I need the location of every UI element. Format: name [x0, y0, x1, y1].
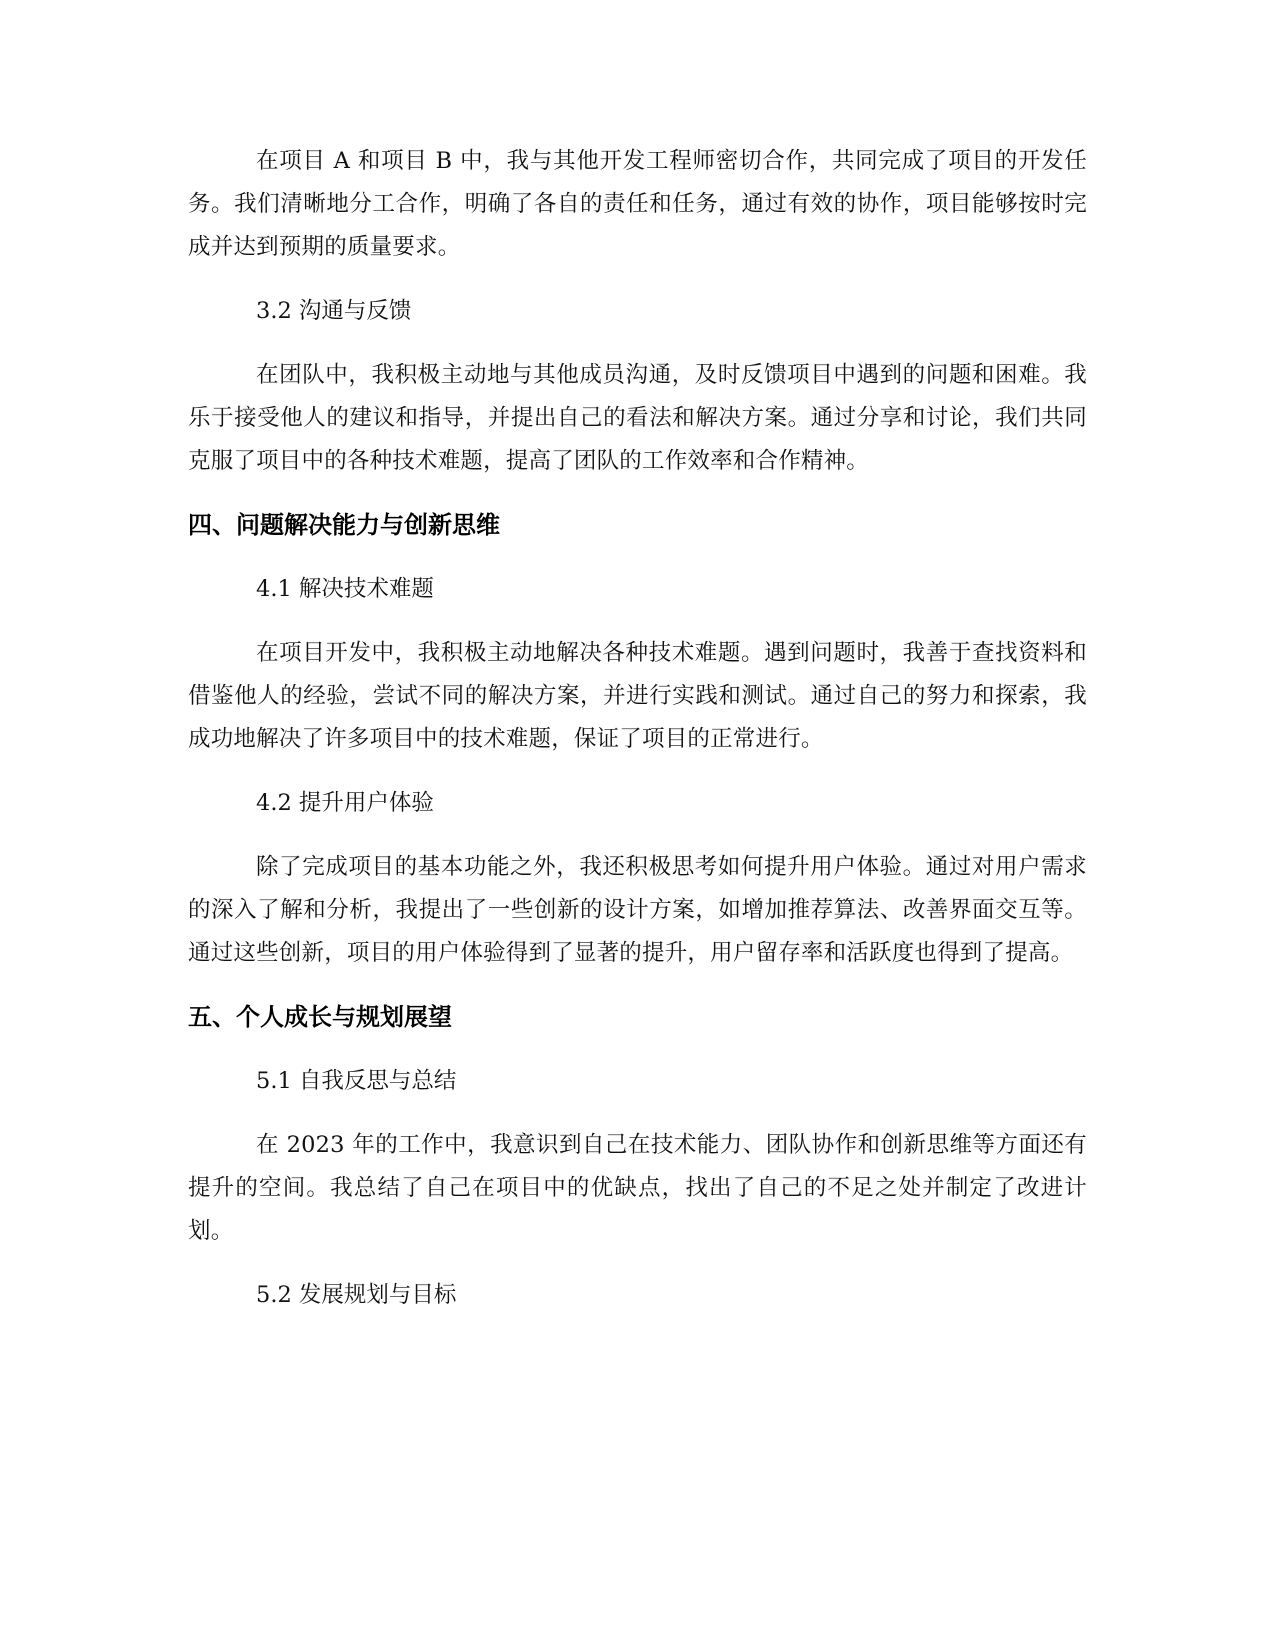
- subheading-technical-challenges: 4.1 解决技术难题: [256, 576, 434, 602]
- paragraph-collaboration: 在项目 A 和项目 B 中，我与其他开发工程师密切合作，共同完成了项目的开发任务。我们清晰地分工合作，明确了各自的责任和任务，通过有效的协作，项目能够按时完成并达到预期的质量要求。: [188, 148, 1087, 260]
- paragraph-communication: 在团队中，我积极主动地与其他成员沟通，及时反馈项目中遇到的问题和困难。我乐于接受他人的建议和指导，并提出自己的看法和解决方案。通过分享和讨论，我们共同克服了项目中的各种技术难题，提高了团队的工作效率和合作精神。: [188, 362, 1087, 474]
- section-heading-problem-solving: 四、问题解决能力与创新思维: [188, 511, 500, 539]
- paragraph-technical-challenges: 在项目开发中，我积极主动地解决各种技术难题。遇到问题时，我善于查找资料和借鉴他人的经验，尝试不同的解决方案，并进行实践和测试。通过自己的努力和探索，我成功地解决了许多项目中的技术难题，保证了项目的正常进行。: [188, 640, 1087, 752]
- section-heading-personal-growth: 五、个人成长与规划展望: [188, 1003, 452, 1031]
- subheading-self-reflection: 5.1 自我反思与总结: [256, 1068, 457, 1094]
- subheading-communication-feedback: 3.2 沟通与反馈: [256, 298, 412, 324]
- subheading-user-experience: 4.2 提升用户体验: [256, 790, 434, 816]
- paragraph-self-reflection: 在 2023 年的工作中，我意识到自己在技术能力、团队协作和创新思维等方面还有提升的空间。我总结了自己在项目中的优缺点，找出了自己的不足之处并制定了改进计划。: [188, 1132, 1087, 1244]
- subheading-development-plan: 5.2 发展规划与目标: [256, 1282, 457, 1308]
- paragraph-user-experience: 除了完成项目的基本功能之外，我还积极思考如何提升用户体验。通过对用户需求的深入了解和分析，我提出了一些创新的设计方案，如增加推荐算法、改善界面交互等。通过这些创新，项目的用户体验得到了显著的提升，用户留存率和活跃度也得到了提高。: [188, 854, 1087, 966]
